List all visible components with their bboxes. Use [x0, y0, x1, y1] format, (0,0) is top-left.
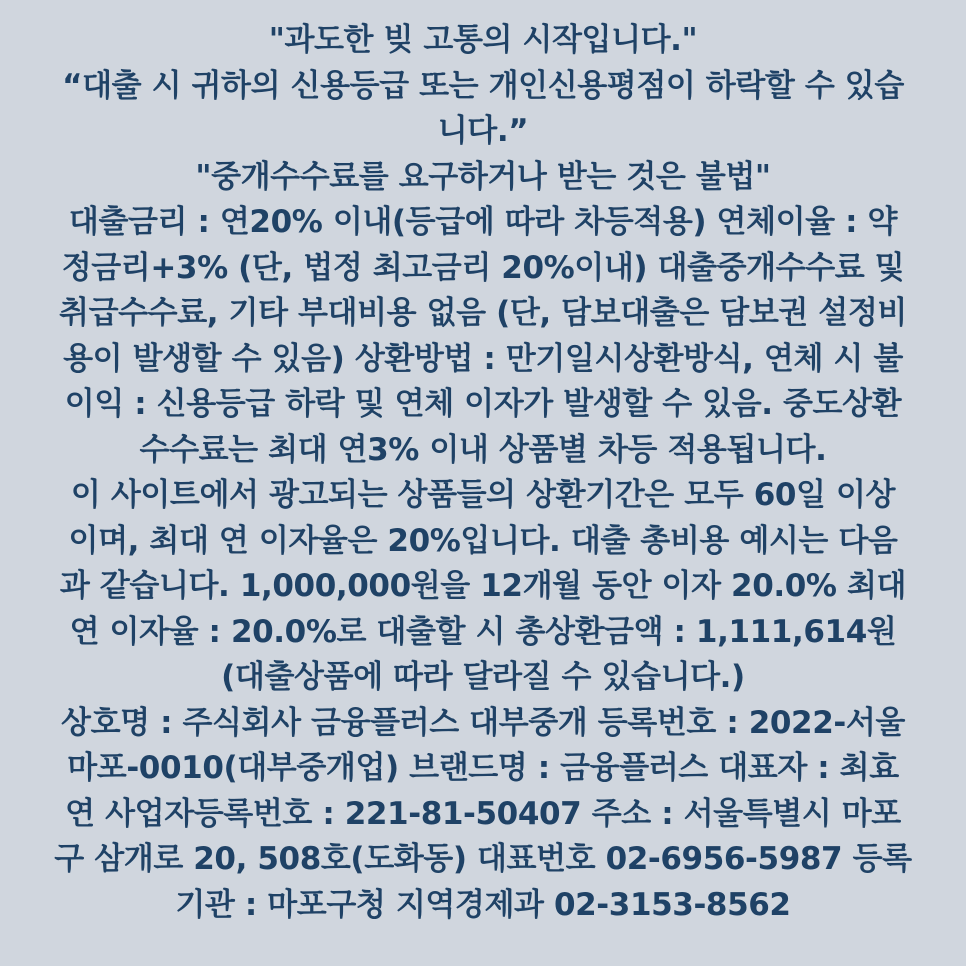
company-info-line-3: 연 사업자등록번호 : 221-81-50407 주소 : 서울특별시 마포	[65, 795, 901, 832]
warning-credit-rating-1: “대출 시 귀하의 신용등급 또는 개인신용평점이 하락할 수 있습	[62, 67, 904, 104]
loan-terms-line-4: 용이 발생할 수 있음) 상환방법 : 만기일시상환방식, 연체 시 불	[63, 340, 903, 377]
loan-terms-line-2: 정금리+3% (단, 법정 최고금리 20%이내) 대출중개수수료 및	[61, 249, 905, 286]
cost-example-line-3: 과 같습니다. 1,000,000원을 12개월 동안 이자 20.0% 최대	[59, 568, 907, 604]
cost-example-line-2: 이며, 최대 연 이자율은 20%입니다. 대출 총비용 예시는 다음	[68, 522, 898, 559]
cost-example-line-1: 이 사이트에서 광고되는 상품들의 상환기간은 모두 60일 이상	[70, 477, 896, 513]
warning-brokerage-fee-illegal: "중개수수료를 요구하거나 받는 것은 불법"	[195, 158, 771, 195]
warning-credit-rating-2: 니다.”	[437, 113, 529, 149]
loan-terms-line-3: 취급수수료, 기타 부대비용 없음 (단, 담보대출은 담보권 설정비	[59, 295, 907, 331]
company-info-line-2: 마포-0010(대부중개업) 브랜드명 : 금융플러스 대표자 : 최효	[67, 750, 899, 786]
loan-terms-line-6: 수수료는 최대 연3% 이내 상품별 차등 적용됩니다.	[139, 431, 827, 468]
company-info-line-5: 기관 : 마포구청 지역경제과 02-3153-8562	[175, 886, 791, 923]
warning-debt-pain: "과도한 빚 고통의 시작입니다."	[268, 22, 698, 58]
cost-example-line-5: (대출상품에 따라 달라질 수 있습니다.)	[221, 659, 745, 695]
company-info-line-4: 구 삼개로 20, 508호(도화동) 대표번호 02-6956-5987 등록	[54, 841, 912, 877]
cost-example-line-4: 연 이자율 : 20.0%로 대출할 시 총상환금액 : 1,111,614원	[69, 613, 897, 650]
loan-terms-line-1: 대출금리 : 연20% 이내(등급에 따라 차등적용) 연체이율 : 약	[68, 204, 898, 240]
company-info-line-1: 상호명 : 주식회사 금융플러스 대부중개 등록번호 : 2022-서울	[61, 704, 905, 741]
loan-terms-line-5: 이익 : 신용등급 하락 및 연체 이자가 발생할 수 있음. 중도상환	[64, 386, 902, 422]
